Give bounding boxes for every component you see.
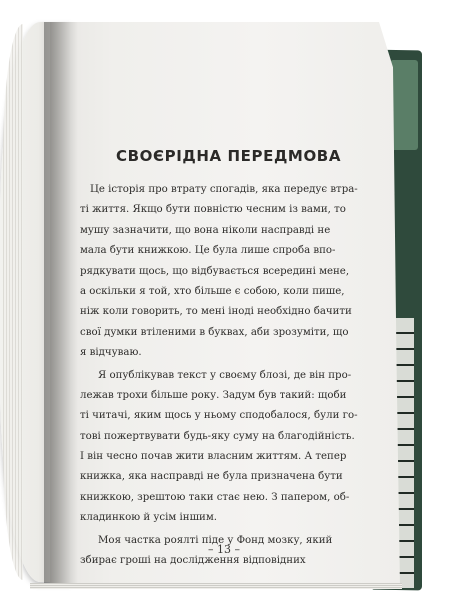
text-line: кладинкою й усім іншим. [80, 512, 217, 524]
text-line: лежав трохи більше року. Задум був такий: щоби [80, 389, 347, 401]
text-line: Це історія про втрату спогадів, яка передує втра- [90, 184, 358, 195]
page-number: – 13 – [208, 543, 240, 556]
text-line: тові пожертвувати будь-яку суму на благодійність. [80, 430, 355, 442]
text-line: мушу зазначити, що вона ніколи насправді не [80, 224, 331, 236]
text-line: книжка, яка насправді не була призначена бути [80, 471, 343, 483]
text-line: Я опублікував текст у своєму блозі, де він про- [98, 369, 352, 381]
text-line: ті життя. Якщо бути повністю чесним із вами, то [80, 204, 346, 216]
text-line: І він чесно почав жити власним життям. А тепер [80, 451, 347, 463]
text-line: книжкою, зрештою таки стає нею. З папером, об- [80, 491, 350, 503]
text-line: збирає гроші на дослідження відповідних [80, 555, 306, 567]
gutter-shadow [44, 22, 78, 587]
chapter-title: СВОЄРІДНА ПЕРЕДМОВА [116, 147, 342, 165]
cover-illustration-top [390, 60, 418, 150]
page-stack-edges [3, 24, 23, 580]
page-edges-bottom [30, 583, 402, 589]
text-line: мала бути книжкою. Це була лише спроба впо- [80, 245, 336, 257]
text-line: Моя частка роялті піде у Фонд мозку, який [98, 534, 333, 546]
text-line: ніж коли говорить, то мені іноді необхідно бачити [80, 306, 352, 318]
text-line: рядкувати щось, що відбувається всередині мене, [80, 265, 350, 277]
text-line: а оскільки я той, хто більше є собою, коли пише, [80, 285, 345, 297]
text-line: свої думки втіленими в буквах, аби зрозуміти, що [80, 326, 349, 338]
text-line: я відчуваю. [80, 347, 142, 359]
page-body-text [80, 180, 358, 571]
text-line: ті читачі, яким щось у ньому сподобалося, були го- [80, 410, 358, 422]
